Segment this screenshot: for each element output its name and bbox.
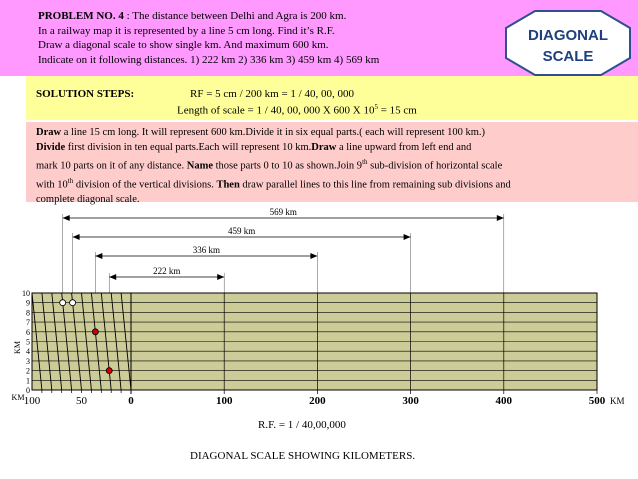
vertical-label: 10	[22, 289, 30, 298]
problem-title: PROBLEM NO. 4	[38, 10, 124, 22]
solution-length-exponent: 5	[374, 103, 378, 111]
vertical-label: 8	[26, 308, 30, 318]
vertical-axis-unit: KM	[13, 341, 22, 354]
x-label: 0	[128, 395, 134, 407]
horizontal-scale-labels	[12, 393, 625, 407]
step-sup-2: th	[67, 176, 74, 185]
dimension-arrow-right	[310, 253, 317, 259]
distance-point	[106, 368, 112, 374]
dimension-arrow-right	[404, 234, 411, 240]
vertical-label: 0	[26, 386, 30, 395]
problem-statement	[0, 0, 638, 76]
distance-point	[60, 300, 66, 306]
figure-caption: DIAGONAL SCALE SHOWING KILOMETERS.	[190, 450, 416, 462]
step-text-4a: those parts 0 to 10 as shown.Join 9	[213, 160, 363, 172]
step-sup-1: th	[362, 158, 368, 166]
vertical-label: 6	[26, 327, 30, 337]
problem-line-3: Draw a diagonal scale to show single km. And maximum 600 km.	[38, 39, 329, 51]
solution-length-text: Length of scale = 1 / 40, 00, 000 X 600 X 10	[177, 104, 375, 117]
dimension-label: 222 km	[153, 266, 181, 276]
problem-line-4: Indicate on it following distances. 1) 222 km 2) 336 km 3) 459 km 4) 569 km	[38, 53, 380, 66]
solution-panel	[26, 76, 638, 120]
x-label: 200	[309, 395, 326, 407]
step-text-1: a line 15 cm long. It will represent 600 km.Divide it in six equal parts.( each will represent 100 km.)	[61, 127, 486, 138]
rf-label: R.F. = 1 / 40,00,000	[258, 419, 346, 431]
x-label-small: 100	[23, 395, 41, 407]
dimension-arrow-left	[95, 253, 102, 259]
vertical-label: 9	[26, 298, 30, 308]
step-text-5a: with 10	[36, 179, 68, 190]
vertical-label: 2	[26, 366, 30, 376]
dimension-lines	[63, 207, 504, 303]
dimension-arrow-right	[497, 215, 504, 221]
vertical-division-labels	[13, 289, 30, 395]
dimension-arrow-left	[109, 274, 116, 280]
steps-panel	[26, 122, 638, 205]
diagonal-scale-drawing	[0, 200, 638, 416]
badge-title-line-1: DIAGONAL	[528, 27, 608, 44]
step-text-3a: a line upward from left end and	[336, 142, 472, 153]
step-text-3b: mark 10 parts on it of any distance.	[36, 160, 187, 172]
dimension-arrow-left	[73, 234, 80, 240]
x-label: 400	[495, 395, 513, 407]
problem-text	[38, 9, 379, 67]
dimension-label: 569 km	[269, 207, 297, 217]
dimension-label: 459 km	[227, 226, 256, 236]
distance-point	[70, 300, 76, 306]
x-label: 500	[588, 395, 606, 407]
dimension-arrow-right	[217, 274, 224, 280]
x-label: 100	[215, 395, 233, 407]
step-keyword-divide: Divide	[36, 142, 66, 153]
step-keyword-then: Then	[216, 179, 240, 190]
diagonal-scale-badge	[505, 10, 631, 76]
vertical-label: 3	[26, 356, 30, 366]
distance-point	[92, 329, 98, 335]
solution-length-result: = 15 cm	[377, 104, 417, 117]
vertical-label: 5	[26, 337, 30, 347]
right-unit-label: KM	[610, 396, 625, 406]
solution-title: SOLUTION STEPS:	[36, 88, 135, 100]
problem-line-2: In a railway map it is represented by a line 5 cm long. Find it’s R.F.	[38, 24, 335, 37]
x-label: 300	[402, 395, 419, 407]
x-label-small: 50	[76, 395, 87, 407]
step-text-2: first division in ten equal parts.Each will represent 10 km.	[65, 142, 312, 153]
step-keyword-draw-2: Draw	[311, 142, 337, 153]
left-unit-label: KM	[11, 393, 25, 402]
vertical-label: 7	[26, 318, 30, 328]
badge-title-line-2: SCALE	[542, 48, 594, 65]
vertical-label: 1	[26, 376, 30, 386]
step-text-5c: draw parallel lines to this line from remaining sub divisions and	[239, 179, 511, 190]
problem-line-1: : The distance between Delhi and Agra is 200 km.	[123, 10, 347, 22]
solution-length	[177, 103, 417, 117]
vertical-label: 4	[26, 347, 30, 357]
step-text-6: complete diagonal scale.	[36, 194, 140, 205]
step-keyword-name: Name	[186, 160, 214, 172]
dimension-arrow-left	[63, 215, 70, 221]
solution-rf: RF = 5 cm / 200 km = 1 / 40, 00, 000	[190, 88, 354, 100]
steps-text	[36, 125, 631, 207]
step-text-4b: sub-division of horizontal scale	[367, 160, 503, 172]
step-text-5b: division of the vertical divisions.	[73, 179, 217, 190]
step-keyword-draw: Draw	[36, 127, 62, 138]
dimension-label: 336 km	[192, 245, 221, 255]
